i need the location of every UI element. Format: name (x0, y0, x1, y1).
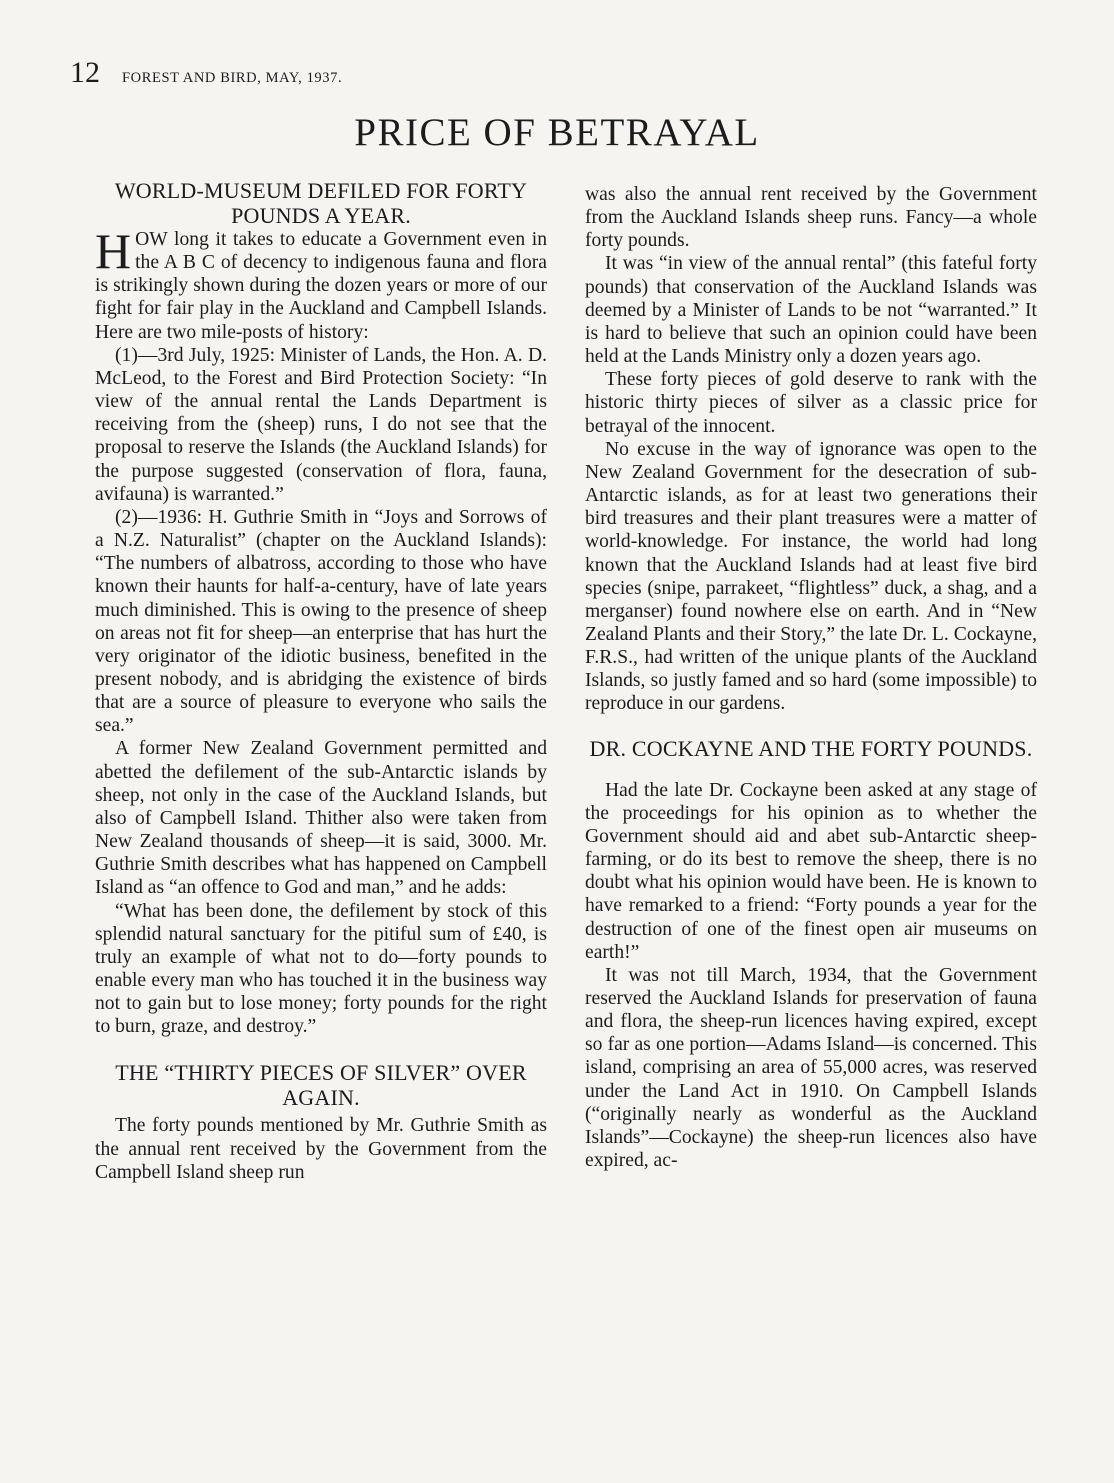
paragraph: was also the annual rent received by the Government from the Auckland Islands sheep runs. Fancy—a whole forty pounds. (585, 184, 1037, 252)
section-heading-thirty-pieces: THE “THIRTY PIECES OF SILVER” OVER AGAIN. (115, 1060, 527, 1111)
paragraph: No excuse in the way of ignorance was open to the New Zealand Government for the desecration of sub-Antarctic islands, as for at least two generations their bird treasures and their plant treasures were a matter of world-knowledge. For instance, the world had long known that the Auckland Islands had at least five bird species (snipe, parrakeet, “flightless” duck, a shag, and a merganser) found nowhere else on earth. And in “New Zealand Plants and their Story,” the late Dr. L. Cockayne, F.R.S., had written of the unique plants of the Auckland Islands, so justly famed and so hard (some impossible) to reproduce in our gardens. (585, 438, 1037, 715)
paragraph: It was “in view of the annual rental” (this fateful forty pounds) that conservation of the Auckland Islands was deemed by a Minister of Lands to be not “warranted.” It is hard to believe that such an opinion could have been held at the Lands Ministry only a dozen years ago. (585, 253, 1037, 368)
paragraph-text: OW long it takes to educate a Government even in the A B C of decency to indigenous fauna and flora is strikingly shown during the dozen years or more of our fight for fair play in the Auckland and Campbell Islands. Here are two mile-posts of history: (95, 229, 547, 343)
paragraph: Had the late Dr. Cockayne been asked at any stage of the proceedings for his opinion as to whether the Government should aid and abet sub-Antarctic sheep-farming, or do its best to remove the sheep, there is no doubt what his opinion would have been. He is known to have remarked to a friend: “Forty pounds a year for the destruction of one of the finest open air museums on earth!” (585, 779, 1037, 963)
paragraph (95, 223, 547, 344)
page-number: 12 (70, 56, 100, 89)
paragraph: The forty pounds mentioned by Mr. Guthrie Smith as the annual rent received by the Government from the Campbell Island sheep run (95, 1115, 547, 1183)
article-title: PRICE OF BETRAYAL (354, 111, 760, 154)
right-column (585, 183, 1037, 1172)
paragraph: (1)—3rd July, 1925: Minister of Lands, the Hon. A. D. McLeod, to the Forest and Bird Protection Society: “In view of the annual rental the Lands Department is receiving from the (sheep) runs, I do not see that the proposal to reserve the Islands (the Auckland Islands) for the purpose suggested (conservation of flora, fauna, avifauna) is warranted.” (95, 344, 547, 505)
paragraph: A former New Zealand Government permitted and abetted the defilement of the sub-Antarctic islands by sheep, not only in the case of the Auckland Islands, but also of Campbell Island. Thither also were taken from New Zealand thousands of sheep—it is said, 3000. Mr. Guthrie Smith describes what has happened on Campbell Island as “an offence to God and man,” and he adds: (95, 738, 547, 899)
section-heading-cockayne: DR. COCKAYNE AND THE FORTY POUNDS. (589, 735, 1033, 761)
paragraph: (2)—1936: H. Guthrie Smith in “Joys and Sorrows of a N.Z. Naturalist” (chapter on the Auckland Islands): “The numbers of albatross, according to those who have known their haunts for half-a-century, have of late years much diminished. This is owing to the presence of sheep on areas not fit for sheep—an enterprise that has hurt the very originator of the idiotic business, benefited in the present nobody, and is abridging the existence of birds that are a source of pleasure to everyone who sails the sea.” (95, 506, 547, 737)
section-heading-world-museum: WORLD-MUSEUM DEFILED FOR FORTY POUNDS A YEAR. (114, 178, 528, 228)
paragraph: These forty pieces of gold deserve to rank with the historic thirty pieces of silver as a classic price for betrayal of the innocent. (585, 369, 1037, 437)
running-head (70, 56, 342, 90)
left-column (95, 178, 547, 1184)
drop-cap: H (95, 223, 132, 279)
masthead: FOREST AND BIRD, MAY, 1937. (122, 70, 343, 86)
paragraph: It was not till March, 1934, that the Government reserved the Auckland Islands for preservation of fauna and flora, the sheep-run licences having expired, except so far as one portion—Adams Island—is concerned. This island, comprising an area of 55,000 acres, was reserved under the Land Act in 1910. On Campbell Islands (“originally nearly as wonderful as the Auckland Islands”—Cockayne) the sheep-run licences also have expired, ac- (585, 964, 1037, 1172)
paragraph: “What has been done, the defilement by stock of this splendid natural sanctuary for the pitiful sum of £40, is truly an example of what not to do—forty pounds to enable every man who has touched it in the business way not to gain but to lose money; forty pounds for the right to burn, graze, and destroy.” (95, 900, 547, 1038)
